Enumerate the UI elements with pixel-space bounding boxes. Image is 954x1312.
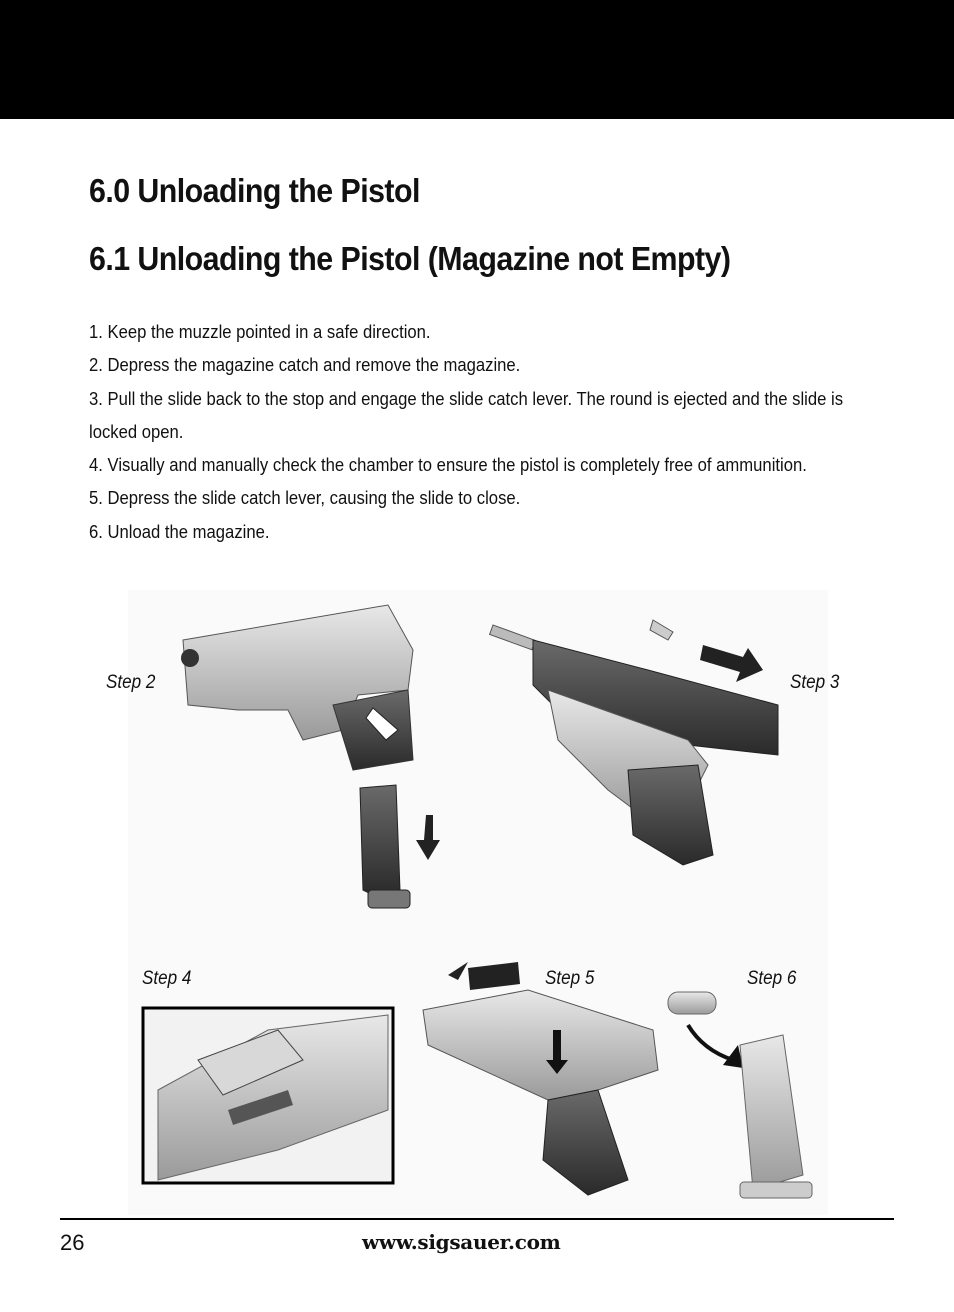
step4-label: Step 4: [142, 968, 192, 989]
page-title: 6.0 Unloading the Pistol: [89, 172, 420, 209]
instruction-step: 4. Visually and manually check the chamber to ensure the pistol is completely free of ammunition.: [89, 454, 807, 476]
unloading-illustration: [128, 590, 828, 1215]
step2-label: Step 2: [106, 672, 156, 693]
instruction-step: 2. Depress the magazine catch and remove the magazine.: [89, 354, 521, 376]
step4-chamber-closeup: [143, 1008, 393, 1183]
page-number: 26: [60, 1230, 85, 1255]
footer-url: www.sigsauer.com: [362, 1230, 561, 1254]
step6-label: Step 6: [747, 968, 797, 989]
instruction-step: 3. Pull the slide back to the stop and engage the slide catch lever. The round is ejected and the slide is locked open.: [89, 387, 844, 442]
section-title: 6.1 Unloading the Pistol (Magazine not Empty): [89, 240, 731, 277]
footer-divider: [60, 1218, 894, 1220]
header-bar: [0, 0, 954, 119]
instruction-list: [89, 315, 844, 548]
instruction-step: 6. Unload the magazine.: [89, 520, 270, 542]
step3-label: Step 3: [790, 672, 840, 693]
instruction-step: 1. Keep the muzzle pointed in a safe direction.: [89, 321, 431, 342]
instruction-step: 5. Depress the slide catch lever, causing the slide to close.: [89, 487, 521, 509]
step5-label: Step 5: [545, 968, 595, 989]
